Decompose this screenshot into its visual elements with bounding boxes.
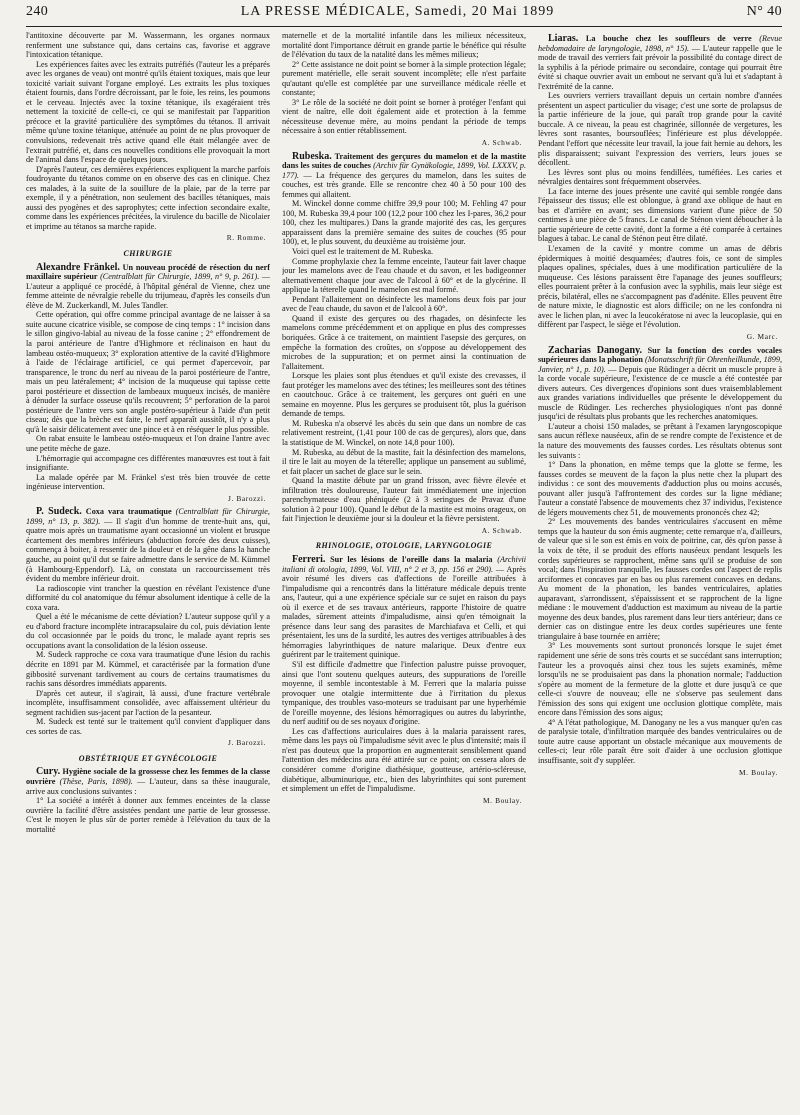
article-lead — [538, 346, 782, 422]
paragraph: M. Sudeck est tenté sur le traitement qu'il convient d'appliquer dans ces sortes de cas. — [26, 717, 270, 736]
section-heading: CHIRURGIE — [123, 249, 173, 259]
article-lead — [26, 507, 270, 583]
article-title: Sur la fonction des cordes vocales supérieures dans la phonation — [538, 345, 782, 365]
signature: A. Schwab. — [481, 138, 522, 148]
article-text: — L'auteur a appliqué ce procédé, à l'hôpital général de Vienne, chez une femme atteinte de névralgie rebelle du trijumeau, d'après les conseils d'un élève de M. Zuckerkandl, M. Jules Tandler. — [26, 272, 270, 310]
article-source: (Archivii italiani di otologia, 1899, Vol. VIII, n° 2 et 3, pp. 156 et 290). — [282, 554, 526, 574]
page-header — [26, 4, 782, 22]
paragraph: M. Winckel donne comme chiffre 39,9 pour 100; M. Fehling 47 pour 100, M. Rubeska 39,4 pour 100 (12,2 pour 100 chez les I-pares, 36,2 pour 100, chez les multipares.) Dans la grande majorité des cas, les gerçures apparaissent dans la première semaine des suites de couches (95 pour 100), et, le plus souvent, du deuxième au troisième jour. — [282, 199, 526, 247]
paragraph: 4° A l'état pathologique, M. Danogany ne les a vus manquer qu'en cas de paralysie totale, d'infiltration marquée des bandes ventriculaires ou de toute autre cause apportant un obstacle mécanique aux mouvements de celles-ci; leur rôle paraît être soit d'aider à une occlusion glottique insuffisante, soit d'y suppléer. — [538, 717, 782, 766]
paragraph: On rabat ensuite le lambeau ostéo-muqueux et l'on draine l'antre avec une petite mèche de gaze. — [26, 434, 270, 453]
paragraph: 3° Les mouvements sont surtout prononcés lorsque le sujet émet rapidement une série de sons très courts et se succédant sans interruption; l'auteur les a provoqués ainsi chez tous les sujets examinés, même lorsqu'ils ne se produisaient pas dans la phonation normale; l'adduction s'opère au moment de la fermeture de la glotte et dure jusqu'à ce que celle-ci s'ouvre de nouveau; elle ne s'observe pas seulement dans l'émission des sons qui exigent une occlusion glottique complète, mais encore dans l'émission des sons aigus; — [538, 641, 782, 718]
article-lead — [26, 767, 270, 796]
article — [26, 767, 270, 834]
paragraph: Cette opération, qui offre comme principal avantage de ne laisser à sa suite aucune cicatrice visible, se compose de cinq temps : 1° incision dans le sillon gingivo-labial au niveau de la fosse canine ; 2° effondrement de la paroi antérieure de l'antre d'Highmore et réclinaison en haut du lambeau ostéo-muqueux; 3° exploration attentive de la cavité d'Highmore à l'aide de l'éclairage artificiel, ce qui permet d'apercevoir, par transparence, le tronc du nerf au niveau de la paroi postérieure de l'antre, mais un peu latéralement; 4° incision de la muqueuse qui tapisse cette paroi postérieure et dissection de lambeaux muqueux incisés, de manière à dénuder la surface osseuse qu'ils recouvrent; 5° perforation de la paroi postérieure de l'antre vers son angle postéro-supérieur à l'aide d'un petit ciseau; dès que la brèche est faite, le nerf apparaît aussitôt, il n'y a plus qu'à le saisir délicatement avec une pince et à en réséquer le plus possible. — [26, 310, 270, 434]
paragraph: Quand la mastite débute par un grand frisson, avec fièvre élevée et infiltration très douloureuse, l'auteur fait immédiatement une injection parenchymateuse d'eau phéniquée (2 à 3 seringues de Pravaz d'une solution à 2 pour 100). Quand le début de la mastite est moins orageux, on fait l'injection le deuxième jour si la douleur et la fièvre persistent. — [282, 476, 526, 524]
paragraph: L'hémorragie qui accompagne ces différentes manœuvres est tout à fait insignifiante. — [26, 453, 270, 473]
paragraph: Les expériences faites avec les extraits putréfiés (l'auteur les a préparés avec les organes de veau) ont montré qu'ils étaient toxiques, mais que leur toxicité variait suivant l'organe employé. Les extraits les plus toxiques étaient fournis, dans l'ordre décroissant, par le foie, les reins, les poumons et le cerveau. Injectés avec la toxine tétanique, ils exagéraient très nettement la toxicité de celle-ci, ce qui se manifestait par l'apparition précoce et la gravité particulière des symptômes du tétanos. Il arrivait même qu'une toxine tétanique, atténuée au point de ne plus provoquer de convulsions, redevenait très active quand elle était mélangée avec de l'extrait putréfié, et, dans ces nouvelles conditions elle provoquait la mort de l'animal dans l'espace de quelques jours. — [26, 59, 270, 165]
article-title: Sur les lésions de l'oreille dans la malaria — [330, 554, 493, 564]
article — [538, 34, 782, 342]
paragraph: Quel a été le mécanisme de cette déviation? L'auteur suppose qu'il y a eu d'abord fracture incomplète intracapsulaire du col, puis déviation lente du col occasionnée par le poids du tronc, le malade ayant repris ses occupations avant la consolidation de la lésion osseuse. — [26, 612, 270, 650]
signature: R. Romme. — [226, 233, 266, 243]
header-rule — [26, 26, 782, 27]
article-title: Traitement des gerçures du mamelon et de la mastite dans les suites de couches — [282, 151, 526, 171]
signature: M. Boulay. — [483, 795, 522, 805]
paragraph: 1° Dans la phonation, en même temps que la glotte se ferme, les fausses cordes se meuvent de la façon la plus nette chez la plupart des individus : ce sont des mouvements d'adduction plus ou moins accusés, pouvant aller jusqu'à l'affrontement des cordes sur la ligne médiane; l'auteur a constaté l'absence de mouvements chez 37 individus, l'existence de légers mouvements chez 51, de mouvements prononcés chez 42; — [538, 460, 782, 517]
signature: A. Schwab. — [481, 525, 522, 535]
paragraph: l'antitoxine découverte par M. Wassermann, les organes normaux renferment une substance qui, dans certains cas, favorise et aggrave l'intoxication tétanique. — [26, 31, 270, 60]
paragraph: Les lèvres sont plus ou moins fendillées, tuméfiées. Les caries et névralgies dentaires sont fréquemment observées. — [538, 167, 782, 187]
paragraph: Comme prophylaxie chez la femme enceinte, l'auteur fait laver chaque jour les mamelons avec de l'eau chaude et du savon, et les badigeonner alternativement chaque jour avec de l'alcool à 60° et de la glycérine. Il applique la téterelle quand le mamelon est mal formé. — [282, 256, 526, 295]
signature: J. Barozzi. — [228, 493, 266, 503]
article-author: Liaras. — [548, 33, 579, 44]
article-source: (Revue hebdomadaire de laryngologie, 1898, n° 15). — [538, 34, 782, 53]
paragraph: Les ouvriers verriers travaillant depuis un certain nombre d'années présentent un aspect particulier du visage; c'est une sorte de prolapsus de la partie inférieure de la joue, qui paraît trop grande pour la cavité buccale. A ce niveau, la peau est chagrinée, sillonnée de vergetures, les lèvres sont rasantes, boursouflées; l'inférieure est plus développée. Pendant l'effort que nécessite leur travail, la joue fait hernie au dehors, les plis disparaissent; suivant l'expression des verriers, leurs joues se décollent. — [538, 91, 782, 168]
article-source: (Centralblatt für Chirurgie, 1899, n° 9, p. 261). — [100, 272, 260, 282]
article-source: (Thèse, Paris, 1898). — [59, 777, 133, 787]
paragraph: Les cas d'affections auriculaires dues à la malaria paraissent rares, même dans les pays où l'impaludisme sévit avec le plus d'intensité; mais il n'est pas douteux que la proportion en augmenterait sensiblement quand l'attention des médecins aura été attirée sur ce point; on cessera alors de considérer comme d'origine diathésique, goutteuse, artério-scléreuse, diabétique, albuminurique, etc., bien des labyrinthites qui sont purement et simplement un effet de l'impaludisme. — [282, 726, 526, 794]
paragraph: Pendant l'allaitement on désinfecte les mamelons deux fois par jour avec de l'eau chaude, du savon et de l'alcool à 60°. — [282, 294, 526, 314]
paragraph: 2° Les mouvements des bandes ventriculaires s'accusent en même temps que la hauteur du son émis augmente; cette remarque n'a, d'ailleurs, de valeur que si le son est émis en voix de poitrine, car, dès qu'on passe à la voix de tête, il se produit des efforts nauséeux pendant lesquels les cordes supérieures se rapprochent, même sans qu'il se produise de son vocal; dans l'inspiration tranquille, les fausses cordes ont l'aspect de replis arciformes et concaves par en bas ou plus rarement concaves en dedans. Au moment de la phonation, les bandes ventriculaires, aplaties auparavant, s'arrondissent, s'épaississent et se rapprochent de la ligne médiane : le mouvement d'adduction est maximum au niveau de la partie moyenne des deux bandes, plus rarement dans leur tiers antérieur; dans ce dernier cas on distingue entre les deux cordes supérieures une fente triangulaire à base tournée en arrière; — [538, 517, 782, 641]
paragraph: Lorsque les plaies sont plus étendues et qu'il existe des crevasses, il faut protéger les mamelons avec des tétines; les meilleures sont des tétines en caoutchouc. Grâce à ce traitement, les gerçures ont guéri en une semaine en moyenne. Plus les gerçures se produisent tôt, plus la guérison demande de temps. — [282, 371, 526, 419]
columns — [26, 31, 782, 1111]
article-author: Alexandre Fränkel. — [36, 261, 120, 273]
paragraph: 3° Le rôle de la société ne doit point se borner à protéger l'enfant qui vient de naître, elle doit également aide et protection à la femme nécessiteuse devenue mère, au moins pendant la période de temps nécessaire à son entier rétablissement. — [282, 97, 526, 136]
article — [282, 555, 526, 805]
paragraph: La malade opérée par M. Fränkel s'est très bien trouvée de cette ingénieuse intervention. — [26, 472, 270, 492]
article-title: Hygiène sociale de la grossesse chez les femmes de la classe ouvrière — [26, 767, 270, 787]
article-text: — Il s'agit d'un homme de trente-huit ans, qui, quatre mois après un traumatisme ayant occasionné un violent et brusque écartement des membres inférieurs (abduction forcée des deux cuisses), commença à boiter, à ressentir de la douleur et de la gêne dans la hanche gauche, au point qu'il dut se faire admettre dans le service de M. Kümmel (à Hambourg-Eppendorf). Là, on constata un raccourcissement très évident du membre inférieur droit. — [26, 516, 270, 584]
signature: G. Marc. — [746, 331, 778, 341]
paragraph: Voici quel est le traitement de M. Rubeska. — [292, 247, 434, 257]
section-heading: RHINOLOGIE, OTOLOGIE, LARYNGOLOGIE — [315, 541, 493, 551]
article — [538, 346, 782, 778]
paragraph: S'il est difficile d'admettre que l'infection palustre puisse provoquer, ainsi que l'ont soutenu quelques auteurs, des suppurations de l'oreille moyenne, il semble incontestable à M. Ferreri que la malaria puisse provoquer une otalgie intermittente due à l'irritation du plexus tympanique, des troubles vaso-moteurs se traduisant par une hyperhémie de l'oreille moyenne, des lésions hémorragiques ou autres du labyrinthe, du nerf auditif ou de ses noyaux d'origine. — [282, 660, 526, 727]
paragraph: Quand il existe des gerçures ou des rhagades, on désinfecte les mamelons comme précédemment et on applique en plus des compresses boriquées. Grâce à ce traitement, on maintient l'asepsie des gerçures, on empêche la formation des croûtes, on s'oppose au développement des microbes de la suppuration; et on permet ainsi la continuation de l'allaitement. — [282, 313, 526, 371]
article — [26, 507, 270, 748]
section-heading: OBSTÉTRIQUE ET GYNÉCOLOGIE — [78, 753, 218, 763]
signature: J. Barozzi. — [228, 738, 266, 748]
issue-number: N° 40 — [746, 4, 782, 19]
signature: M. Boulay. — [739, 767, 778, 777]
article-author: Cury. — [36, 766, 61, 778]
paragraph: La face interne des joues présente une cavité qui semble rongée dans l'épaisseur des tissus; elle est oblongue, à grand axe oblique de haut en bas et d'arrière en avant; ses dimensions varient d'une pièce de 50 centimes à une pièce de 5 francs. Le canal de Sténon vient déboucher à la partie supérieure de cette cavité, dont la forme a été comparée à certaines blagues à tabac. Le canal de Sténon peut être dilaté. — [538, 186, 782, 244]
article-text: — L'auteur rappelle que le mode de travail des verriers fait prévoir la possibilité du contage direct de la syphilis à la période primaire ou secondaire, contage qui pourrait être évité si chaque ouvrier avait un embout ne servant qu'à lui et s'adaptant à l'extrémité de la canne. — [538, 43, 782, 91]
journal-title: LA PRESSE MÉDICALE, Samedi, 20 Mai 1899 — [240, 4, 555, 19]
paragraph: M. Rubeska n'a observé les abcès du sein que dans un nombre de cas relativement restreint, (1,41 pour 100 de cas de gerçures), alors que, dans la statistique de M. Winckel, on note 14,8 pour 100). — [282, 418, 526, 447]
article-author: Ferreri. — [292, 553, 326, 565]
paragraph: D'après l'auteur, ces dernières expériences expliquent la marche parfois foudroyante du tétanos comme on en observe des cas en clinique. Chez ces malades, à la suite de la souillure de la plaie, par de la terre par exemple, il y a pénétration, non seulement des bacilles tétaniques, mais aussi des pyogènes et des saprophytes; cette infection secondaire exalte, comme dans les expériences précitées, la virulence du bacille de Nicolaier et imprime au tétanos sa marche rapide. — [26, 164, 270, 231]
column-1 — [26, 31, 270, 1111]
paragraph: 2° Cette assistance ne doit point se borner à la simple protection légale; purement matérielle, elle serait souvent incomplète; elle n'est parfaite qu'autant qu'elle est complétée par une surveillance médicale réelle et constante; — [282, 59, 526, 98]
article-lead — [282, 152, 526, 200]
article-text: — Depuis que Rüdinger a décrit un muscle propre à la corde vocale supérieure, l'existence de ce muscle a été contestée par divers auteurs. Ces divergences d'opinions sont dues vraisemblablement aux grandes variations individuelles que présente le développement du muscle de Rüdinger. Les recherches physiologiques n'ont pas donné jusqu'ici de résultats plus probants que les recherches anatomiques. — [538, 364, 782, 422]
article-author: Rubeska. — [292, 150, 332, 162]
article-source: (Centralblatt für Chirurgie, 1899, n° 13, p. 382). — [26, 507, 270, 526]
article — [282, 152, 526, 536]
column-3 — [538, 31, 782, 1111]
paragraph: La radioscopie vint trancher la question en révélant l'existence d'une difformité du col anatomique du fémur absolument identique à celle de la coxa vara. — [26, 583, 270, 612]
article-source: (Archiv für Gynäkologie, 1899, Vol. LXXXV, p. 177). — [282, 161, 526, 180]
paragraph: D'après cet auteur, il s'agirait, là aussi, d'une fracture vertébrale incomplète, insuffisamment consolidée, avec affaissement ultérieur du segment rachidien sus-jacent par l'action de la pesanteur. — [26, 688, 270, 717]
article-lead — [538, 34, 782, 91]
article-text: — L'auteur, dans sa thèse inaugurale, arrive aux conclusions suivantes : — [26, 777, 270, 796]
page-number: 240 — [26, 4, 49, 19]
paragraph: L'examen de la cavité y montre comme un amas de débris épidermiques à moitié desquamées; d'autres fois, ce sont de simples plaques opalines, spéciales, dues à une modification particulière de la muqueuse. Ces lésions paraissent être l'apanage des jeunes souffleurs; elles pourraient prêter à la confusion avec la syphilis, mais leur siège est précis, bilatéral, elles ne s'accompagnent pas d'adénite. Elles peuvent être de nature mixte, le diagnostic est alors difficile; on ne les confondra ni avec le lichen plan, ni avec la leucokératose ni avec la leucoplasie, qui en diffèrent par l'aspect, le siège et l'évolution. — [538, 244, 782, 330]
article-lead — [26, 263, 270, 311]
article-lead — [282, 555, 526, 660]
article-title: La bouche chez les souffleurs de verre — [585, 34, 752, 43]
article-text: — La fréquence des gerçures du mamelon, dans les suites de couches, est très grande. Elle se rencontre chez 40 à 50 pour 100 des femmes qui allaitent. — [282, 170, 526, 199]
paragraph: maternelle et de la mortalité infantile dans les milieux nécessiteux, mortalité dont l'importance détruit en grande partie le bénéfice qui résulte de l'élévation du taux de la natalité dans les mêmes milieux; — [282, 31, 526, 60]
article-title: Un nouveau procédé de résection du nerf maxillaire supérieur — [26, 262, 270, 282]
article — [26, 263, 270, 504]
article-author: Zacharias Danogany. — [548, 344, 643, 356]
article-text: — Après avoir résumé les divers cas d'affections de l'oreille attribuées à l'impaludisme qui a rencontrés dans la littérature médicale depuis trente ans, l'auteur, qui a une expérience spéciale sur ce sujet en raison du pays où il exerce et de ses travaux antérieurs, rapporte l'histoire de quatre malades, sûrement atteints d'impaludisme, ainsi qu'en témoignait la présence dans leur sang des parasites de Marchiafava et Celli, et qui présentaient, les uns de la surdité, les autres des vertiges attribuables à des hémorragies labyrinthiques de nature malarique. Deux d'entre eux guérirent par le traitement quinique. — [282, 564, 526, 660]
article-author: P. Sudeck. — [36, 506, 82, 518]
column-2 — [282, 31, 526, 1111]
paragraph: M. Rubeska, au début de la mastite, fait la désinfection des mamelons, il tire le lait au moyen de la téterelle; applique un pansement au sublimé, et fait placer un sachet de glace sur le sein. — [282, 447, 526, 476]
paragraph: M. Sudeck rapproche ce coxa vara traumatique d'une lésion du rachis décrite en 1891 par M. Kümmel, et caractérisée par la formation d'une gibbosité survenant tardivement au cours de certains traumatismes du rachis sans désordres immédiats apparents. — [26, 650, 270, 689]
article-source: (Monatsschrift für Ohrenheilkunde, 1899, Janvier, n° 1, p. 10). — [538, 355, 782, 374]
paragraph: L'auteur a choisi 150 malades, se prêtant à l'examen laryngoscopique sans aucun réflexe nauséeux, afin de se rendre compte de l'existence et de la nature des mouvements des fausses cordes. Les résultats obtenus sont les suivants : — [538, 421, 782, 460]
paragraph: 1° La société a intérêt à donner aux femmes enceintes de la classe ouvrière la facilité d'être assistées pendant une partie de leur grossesse. C'est le moyen le plus sûr de porter remède à l'élévation du taux de la mortalité — [26, 796, 270, 834]
article-title: Coxa vara traumatique — [85, 507, 172, 517]
